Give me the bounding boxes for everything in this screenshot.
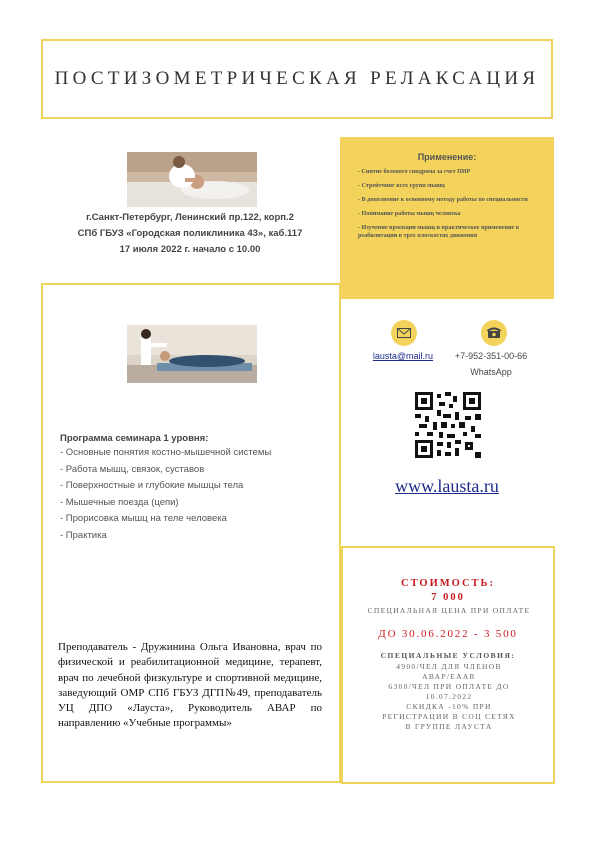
program-item: - Работа мышц, связок, суставов bbox=[60, 463, 205, 475]
program-list bbox=[60, 445, 330, 544]
condition-item: СКИДКА -10% ПРИ РЕГИСТРАЦИИ В СОЦ СЕТЯХ В ГРУППЕ ЛАУСТА bbox=[382, 702, 516, 731]
application-item: - В дополнение к основному методу работы по специальности bbox=[358, 197, 528, 203]
application-list bbox=[358, 168, 542, 246]
email-link[interactable]: lausta@mail.ru bbox=[372, 351, 434, 361]
program-item: - Основные понятия костно-мышечной системы bbox=[60, 447, 272, 458]
qr-code bbox=[415, 392, 481, 458]
application-title: Применение: bbox=[417, 152, 477, 162]
application-item: - Снятие болевого синдрома за счет ПИР bbox=[358, 169, 471, 175]
conditions-title: СПЕЦИАЛЬНЫЕ УСЛОВИЯ: bbox=[380, 651, 516, 660]
application-item: - Стрейтчинг всех групп мышц bbox=[358, 183, 445, 189]
application-item: - Понимание работы мышц человека bbox=[358, 211, 461, 217]
date-line: 17 июля 2022 г. начало с 10.00 bbox=[119, 244, 261, 255]
program-title: Программа семинара 1 уровня: bbox=[60, 433, 209, 444]
application-box bbox=[340, 137, 554, 299]
price-box bbox=[341, 546, 555, 784]
envelope-icon bbox=[391, 320, 417, 346]
discount-deadline: ДО 30.06.2022 - 3 500 bbox=[378, 628, 518, 640]
application-item: - Изучение проекции мышц и практическое применение в реабилитации в трех плоскостях движения bbox=[358, 225, 520, 239]
whatsapp-label: WhatsApp bbox=[470, 367, 512, 377]
program-item: - Прорисовка мышц на теле человека bbox=[60, 513, 227, 524]
price-amount: 7 000 bbox=[431, 592, 465, 603]
clinic-line: СПб ГБУЗ «Городская поликлиника 43», каб.117 bbox=[77, 228, 303, 239]
program-item: - Поверхностные и глубокие мышцы тела bbox=[60, 480, 244, 491]
page-title: ПОСТИЗОМЕТРИЧЕСКАЯ РЕЛАКСАЦИЯ bbox=[54, 68, 540, 89]
address-block bbox=[40, 210, 340, 258]
special-price-note: СПЕЦИАЛЬНАЯ ЦЕНА ПРИ ОПЛАТЕ bbox=[367, 606, 531, 615]
price-label: СТОИМОСТЬ: bbox=[400, 578, 495, 589]
massage-photo bbox=[127, 152, 257, 207]
phone-number[interactable]: +7-952-351-00-66 bbox=[454, 351, 528, 361]
program-item: - Практика bbox=[60, 529, 107, 541]
address-line: г.Санкт-Петербург, Ленинский пр.122, корп.2 bbox=[86, 212, 294, 223]
therapy-photo bbox=[127, 325, 257, 383]
website-link[interactable]: www.lausta.ru bbox=[395, 476, 499, 496]
program-item: - Мышечные поезда (цепи) bbox=[60, 496, 179, 508]
condition-item: 6300/ЧЕЛ ПРИ ОПЛАТЕ ДО 10.07.2022 bbox=[388, 682, 510, 701]
condition-item: 4900/ЧЕЛ ДЛЯ ЧЛЕНОВ АВАР/EAAR bbox=[396, 662, 502, 681]
title-box bbox=[41, 39, 553, 119]
telephone-icon bbox=[481, 320, 507, 346]
teacher-info: Преподаватель - Дружинина Ольга Ивановна, врач по физической и реабилитационной медицине, терапевт, врач по лечебной физкультуре и спортивной медицине, заведующий ОМР СПб ГБУЗ ДГП№49, преподаватель УЦ ДПО «Лауста», Руководитель АВАР по направлению «Учебные программы» bbox=[58, 641, 322, 730]
